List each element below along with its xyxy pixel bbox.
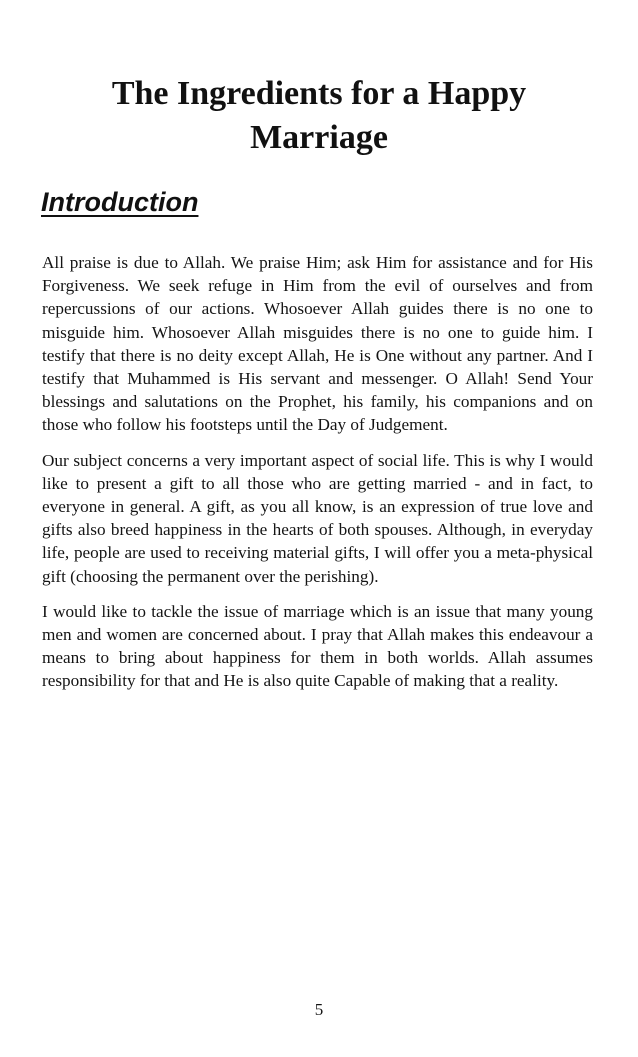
page-number: 5: [314, 1000, 324, 1019]
section-heading: Introduction: [41, 187, 199, 217]
paragraph-2: Our subject concerns a very important aspect of social life. This is why I would like to present a gift to all those who are getting married - and in fact, to everyone in general. A gift, as you all know, is an expression of true love and gifts also breed happiness in the hearts of both spouses. Although, in everyday life, people are used to receiving material gifts, I will offer you a meta-physical gift (choosing the permanent over the perishing).: [42, 450, 593, 586]
body-text: [42, 251, 593, 705]
page-title: The Ingredients for a Happy Marriage: [111, 75, 527, 156]
paragraph-3: I would like to tackle the issue of marriage which is an issue that many young men and women are concerned about. I pray that Allah makes this endeavour a means to bring about happiness for them in both worlds. Allah assumes responsibility for that and He is also quite Capable of making that a reality.: [42, 601, 593, 691]
paragraph-1: All praise is due to Allah. We praise Him; ask Him for assistance and for His Forgiveness. We seek refuge in Him from the evil of ourselves and from repercussions of our actions. Whosoever Allah guides there is no one to misguide him. Whosoever Allah misguides there is no one to guide him. I testify that there is no deity except Allah, He is One without any partner. And I testify that Muhammed is His servant and messenger. O Allah! Send Your blessings and salutations on the Prophet, his family, his companions and on those who follow his footsteps until the Day of Judgement.: [42, 253, 593, 435]
